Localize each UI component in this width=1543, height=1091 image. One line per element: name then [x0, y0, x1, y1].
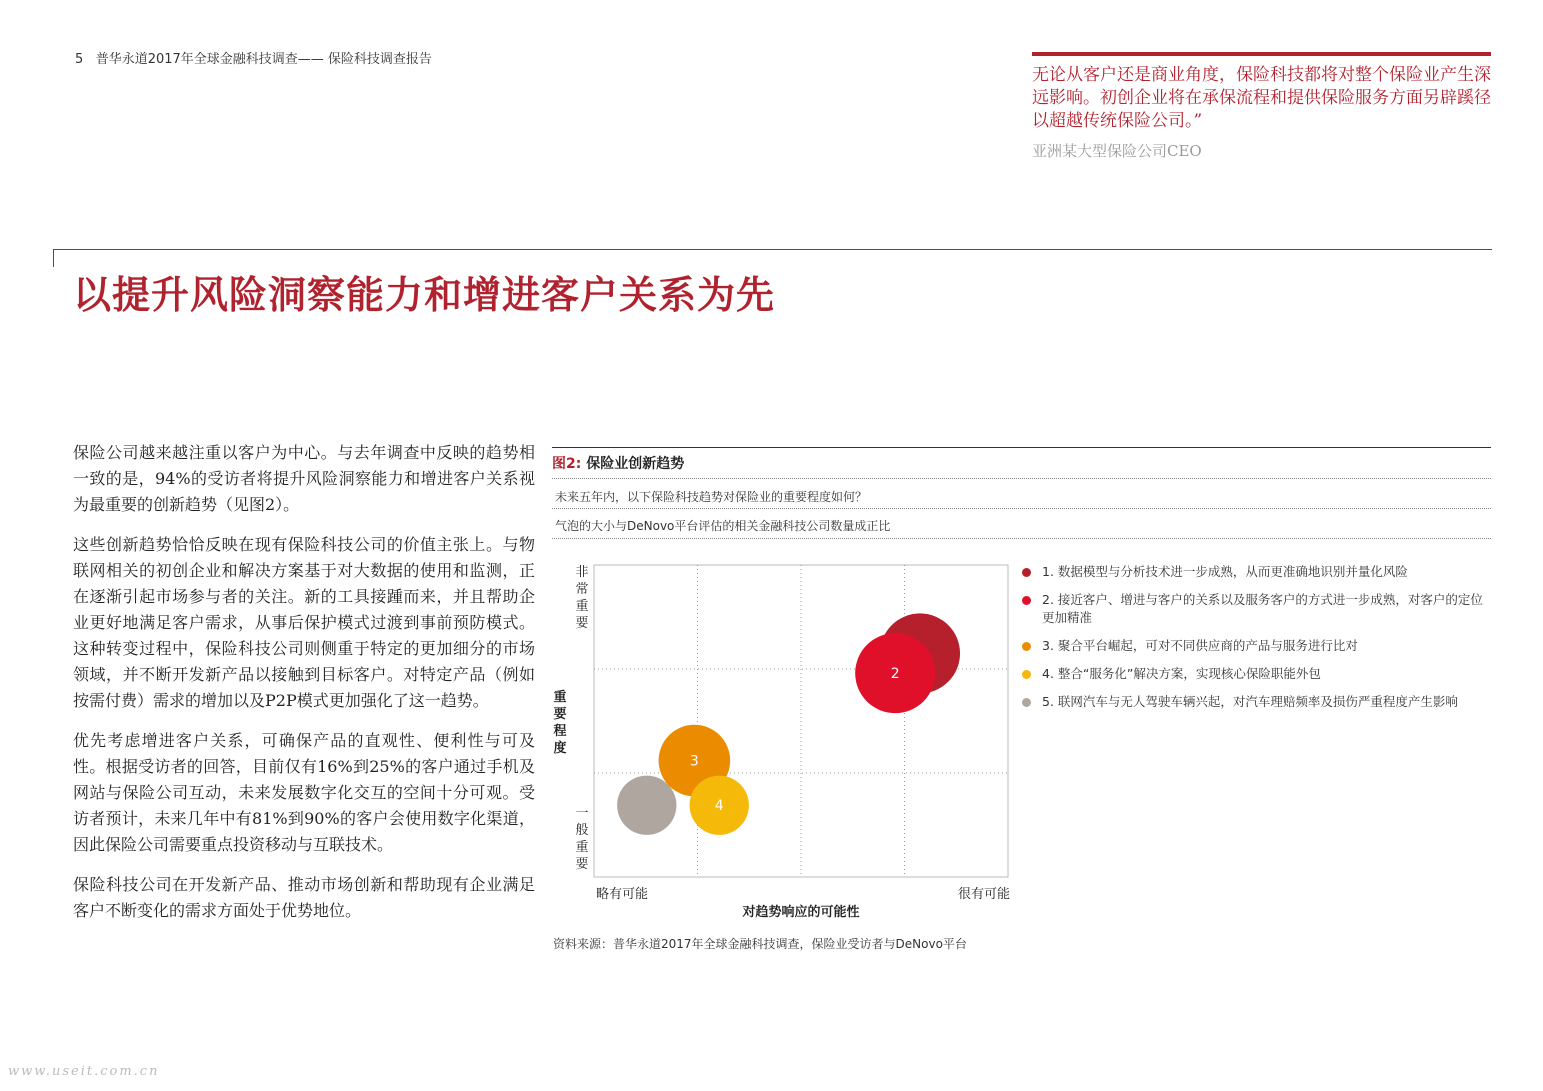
legend-item-4 [1022, 665, 1492, 683]
body-paragraph: 优先考虑增进客户关系，可确保产品的直观性、便利性与可及性。根据受访者的回答，目前仅有16%到25%的客户通过手机及网站与保险公司互动，未来发展数字化交互的空间十分可观。受访者预计，未来几年中有81%到90%的客户会使用数字化渠道，因此保险公司需要重点投资移动与互联技术。 [73, 731, 535, 854]
section-title: 以提升风险洞察能力和增进客户关系为先 [73, 272, 776, 317]
y-tick-label-high: 常 [575, 582, 589, 597]
body-paragraph: 保险公司越来越注重以客户为中心。与去年调查中反映的趋势相一致的是，94%的受访者将提升风险洞察能力和增进客户关系视为最重要的创新趋势（见图2）。 [73, 443, 535, 514]
page-number: 5 [75, 52, 84, 67]
body-paragraph: 这些创新趋势恰恰反映在现有保险科技公司的价值主张上。与物联网相关的初创企业和解决方案基于对大数据的使用和监测，正在逐渐引起市场参与者的关注。新的工具接踵而来，并且帮助企业更好地满足客户需求，从事后保护模式过渡到事前预防模式。这种转变过程中，保险科技公司则侧重于特定的更加细分的市场领域，并不断开发新产品以接触到目标客户。对特定产品（例如按需付费）需求的增加以及P2P模式更加强化了这一趋势。 [73, 535, 535, 710]
legend-label: 4. 整合“服务化”解决方案，实现核心保险职能外包 [1042, 666, 1321, 681]
legend-swatch [1022, 568, 1031, 577]
legend-item-3 [1022, 637, 1492, 655]
body-paragraph: 保险科技公司在开发新产品、推动市场创新和帮助现有企业满足客户不断变化的需求方面处于优势地位。 [73, 875, 535, 920]
watermark: www.useit.com.cn [8, 1064, 160, 1079]
y-axis-label: 度 [553, 741, 567, 756]
figure-note: 气泡的大小与DeNovo平台评估的相关金融科技公司数量成正比 [555, 519, 891, 533]
legend-item-1 [1022, 563, 1492, 581]
y-tick-label-high: 要 [575, 616, 589, 631]
y-tick-label-low: 要 [575, 857, 589, 872]
y-tick-label-low: 重 [575, 840, 589, 855]
pull-quote: 无论从客户还是商业角度，保险科技都将对整个保险业产生深远影响。初创企业将在承保流程和提供保险服务方面另辟蹊径以超越传统保险公司。” [1032, 65, 1491, 131]
legend-label: 1. 数据模型与分析技术进一步成熟，从而更准确地识别并量化风险 [1042, 564, 1408, 579]
x-tick-label-high: 很有可能 [957, 887, 1010, 902]
x-tick-label-low: 略有可能 [596, 887, 649, 902]
legend-swatch [1022, 698, 1031, 707]
y-axis-label: 要 [553, 707, 567, 722]
legend-swatch [1022, 670, 1031, 679]
legend-label: 2. 接近客户、增进与客户的关系以及服务客户的方式进一步成熟，对客户的定位更加精准 [1042, 592, 1483, 625]
legend-label: 3. 聚合平台崛起，可对不同供应商的产品与服务进行比对 [1042, 638, 1358, 653]
document-title: 普华永道2017年全球金融科技调查—— 保险科技调查报告 [95, 52, 432, 67]
legend-swatch [1022, 596, 1031, 605]
quote-author: 亚洲某大型保险公司CEO [1032, 142, 1202, 160]
legend-item-2 [1022, 591, 1492, 627]
y-tick-label-high: 重 [575, 599, 589, 614]
bubble-label: 4 [714, 798, 724, 815]
y-tick-label-high: 非 [575, 565, 589, 580]
figure-title-text: 保险业创新趋势 [586, 456, 685, 472]
bubble-label: 2 [890, 666, 900, 683]
y-tick-label-low: 般 [575, 823, 589, 838]
figure-number: 图2: [552, 456, 582, 472]
chart-legend [1022, 563, 1492, 721]
bubble-label: 3 [689, 753, 699, 770]
legend-swatch [1022, 642, 1031, 651]
x-axis-label: 对趋势响应的可能性 [742, 905, 860, 920]
y-axis-label: 程 [553, 724, 567, 739]
y-tick-label-low: 一 [575, 806, 589, 821]
figure-question: 未来五年内，以下保险科技趋势对保险业的重要程度如何？ [555, 490, 868, 504]
figure-source: 资料来源：普华永道2017年全球金融科技调查，保险业受访者与DeNovo平台 [553, 937, 967, 951]
legend-label: 5. 联网汽车与无人驾驶车辆兴起，对汽车理赔频率及损伤严重程度产生影响 [1042, 694, 1458, 709]
y-axis-label: 重 [553, 690, 567, 705]
legend-item-5 [1022, 693, 1492, 711]
bubble-5 [617, 776, 676, 835]
